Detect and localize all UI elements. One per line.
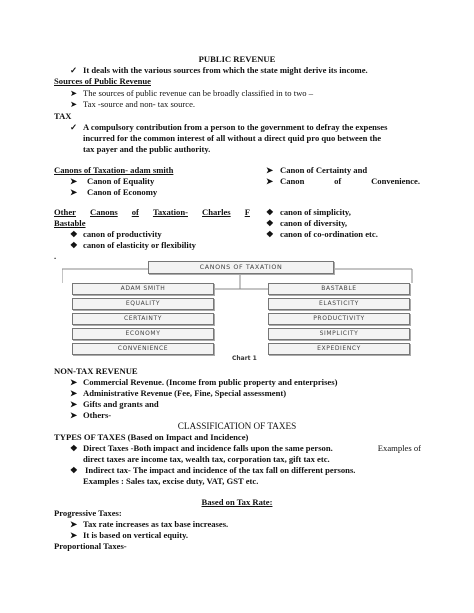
tax-definition-line: A compulsory contribution from a person to the government to defray the expenses xyxy=(83,122,388,132)
tax-heading: TAX xyxy=(54,111,72,121)
nontax-item: Administrative Revenue (Fee, Fine, Special assessment) xyxy=(83,388,287,398)
check-icon: ✓ xyxy=(70,122,78,132)
other-canon-item: canon of productivity xyxy=(83,229,162,239)
sources-item: Tax -source and non- tax source. xyxy=(83,99,196,109)
chart-right-box: EXPEDIENCY xyxy=(268,343,410,355)
diamond-bullet-icon: ❖ xyxy=(70,229,78,239)
direct-tax-line xyxy=(83,443,421,453)
chart-left-box: EQUALITY xyxy=(72,298,214,310)
other-canon-item: canon of elasticity or flexibility xyxy=(83,240,196,250)
word: Convenience. xyxy=(371,176,420,186)
arrow-bullet-icon: ➤ xyxy=(70,88,78,98)
nontax-heading: NON-TAX REVENUE xyxy=(54,366,138,376)
word: Taxation- xyxy=(152,207,188,217)
arrow-bullet-icon: ➤ xyxy=(266,165,274,175)
sources-item: The sources of public revenue can be broadly classified in to two – xyxy=(83,88,314,98)
sources-heading: Sources of Public Revenue xyxy=(54,76,151,86)
nontax-item: Others- xyxy=(83,410,112,420)
intro-text: It deals with the various sources from which the state might derive its income. xyxy=(83,65,368,75)
other-canons-heading-line2: Bastable xyxy=(54,218,86,228)
diamond-bullet-icon: ❖ xyxy=(70,465,78,475)
arrow-bullet-icon: ➤ xyxy=(70,519,78,529)
diamond-bullet-icon: ❖ xyxy=(266,218,274,228)
canon-item: Canon of Equality xyxy=(87,176,155,186)
canons-heading: Canons of Taxation- adam smith xyxy=(54,165,174,175)
progressive-item: It is based on vertical equity. xyxy=(83,530,189,540)
word: Charles xyxy=(202,207,231,217)
arrow-bullet-icon: ➤ xyxy=(70,99,78,109)
canon-item: Canon of Economy xyxy=(87,187,158,197)
indirect-tax-examples: Examples : Sales tax, excise duty, VAT, GST etc. xyxy=(83,476,259,486)
progressive-item: Tax rate increases as tax base increases. xyxy=(83,519,229,529)
arrow-bullet-icon: ➤ xyxy=(70,388,78,398)
tax-definition-line: incurred for the common interest of all without a direct quid pro quo between the xyxy=(83,133,382,143)
arrow-bullet-icon: ➤ xyxy=(70,176,78,186)
other-canon-item: canon of co-ordination etc. xyxy=(280,229,378,239)
word: Canon xyxy=(280,176,305,186)
diamond-bullet-icon: ❖ xyxy=(70,240,78,250)
chart-right-box: ELASTICITY xyxy=(268,298,410,310)
canons-chart xyxy=(62,255,420,365)
chart-right-box: SIMPLICITY xyxy=(268,328,410,340)
proportional-heading: Proportional Taxes- xyxy=(54,541,127,551)
diamond-bullet-icon: ❖ xyxy=(266,229,274,239)
diamond-bullet-icon: ❖ xyxy=(70,443,78,453)
arrow-bullet-icon: ➤ xyxy=(70,530,78,540)
word: F xyxy=(244,207,250,217)
classification-heading: CLASSIFICATION OF TAXES xyxy=(177,421,297,431)
arrow-bullet-icon: ➤ xyxy=(70,399,78,409)
chart-caption: Chart 1 xyxy=(232,355,257,362)
arrow-bullet-icon: ➤ xyxy=(70,187,78,197)
word: of xyxy=(131,207,139,217)
types-heading: TYPES OF TAXES (Based on Impact and Incidence) xyxy=(54,432,249,442)
tax-rate-heading: Based on Tax Rate: xyxy=(201,497,273,507)
nontax-item: Commercial Revenue. (Income from public property and enterprises) xyxy=(83,377,338,387)
direct-tax-examples: direct taxes are income tax, wealth tax, corporation tax, gift tax etc. xyxy=(83,454,330,464)
diamond-bullet-icon: ❖ xyxy=(266,207,274,217)
stray-dot: . xyxy=(54,251,57,261)
arrow-bullet-icon: ➤ xyxy=(266,176,274,186)
word: Other xyxy=(54,207,76,217)
chart-top-box: CANONS OF TAXATION xyxy=(148,261,334,274)
indirect-tax-definition: Indirect tax- The impact and incidence of the tax fall on different persons. xyxy=(85,465,356,475)
tax-definition-line: tax payer and the public authority. xyxy=(83,144,211,154)
page-title: PUBLIC REVENUE xyxy=(198,54,276,64)
chart-left-box: ECONOMY xyxy=(72,328,214,340)
other-canon-item: canon of diversity, xyxy=(280,218,348,228)
canon-item xyxy=(280,176,420,186)
other-canon-item: canon of simplicity, xyxy=(280,207,351,217)
chart-right-box: PRODUCTIVITY xyxy=(268,313,410,325)
word: Canons xyxy=(90,207,118,217)
chart-left-box: CONVENIENCE xyxy=(72,343,214,355)
other-canons-heading xyxy=(54,207,250,217)
chart-left-box: ADAM SMITH xyxy=(72,283,214,295)
chart-left-box: CERTAINTY xyxy=(72,313,214,325)
direct-tax-definition: Direct Taxes -Both impact and incidence falls upon the same person. xyxy=(83,443,333,453)
word: of xyxy=(334,176,342,186)
nontax-item: Gifts and grants and xyxy=(83,399,159,409)
arrow-bullet-icon: ➤ xyxy=(70,377,78,387)
canon-item: Canon of Certainty and xyxy=(280,165,368,175)
arrow-bullet-icon: ➤ xyxy=(70,410,78,420)
check-icon: ✓ xyxy=(70,65,78,75)
chart-right-box: BASTABLE xyxy=(268,283,410,295)
direct-tax-examples-label: Examples of xyxy=(377,443,421,453)
progressive-heading: Progressive Taxes: xyxy=(54,508,122,518)
